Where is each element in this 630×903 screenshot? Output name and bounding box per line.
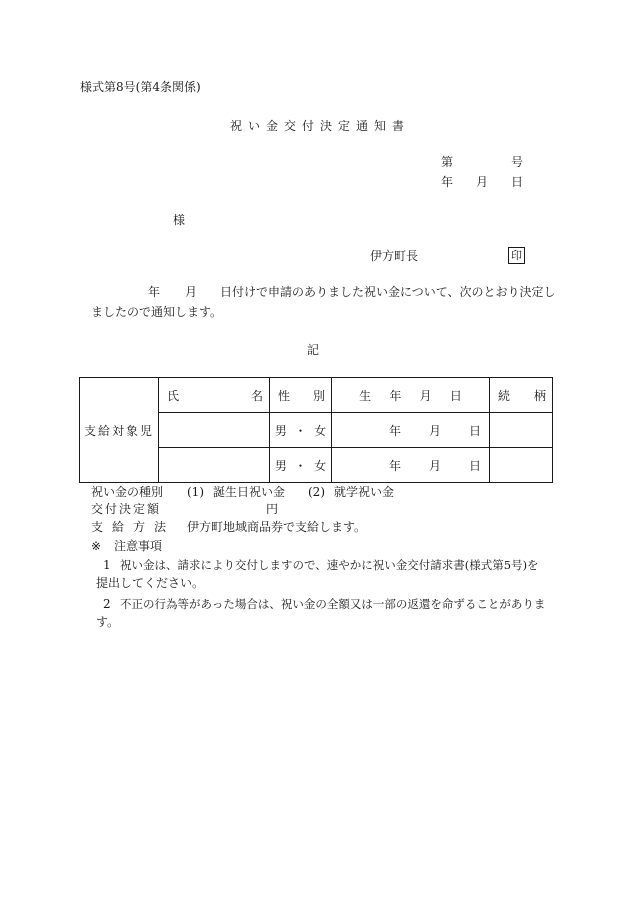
note-1-line-2: 提出してください。 <box>96 576 205 590</box>
birth-year-label: 年 <box>388 423 401 438</box>
gender-male: 男 <box>274 423 287 438</box>
header-name-b: 名 <box>250 388 263 403</box>
relation-cell <box>490 413 553 448</box>
header-birth-0: 生 <box>359 388 372 403</box>
birthdate-cell <box>332 448 490 483</box>
header-relation-a: 続 <box>498 388 511 403</box>
note-1-line-1: 祝い金は、請求により交付しますので、速やかに祝い金交付請求書(様式第5号)を <box>120 558 539 572</box>
birth-month-label: 月 <box>428 423 441 438</box>
type-label: 祝い金の種別 <box>91 485 164 499</box>
birth-month-label: 月 <box>428 458 441 473</box>
header-relation-b: 柄 <box>533 388 546 403</box>
document-title: 祝い金交付決定通知書 <box>230 119 411 133</box>
type-option-2: 就学祝い金 <box>334 485 395 499</box>
seal-mark: 印 <box>508 247 525 264</box>
gender-cell <box>270 448 332 483</box>
type-option-1: 誕生日祝い金 <box>213 485 286 499</box>
date-year-label: 年 <box>441 175 454 189</box>
date-month-label: 月 <box>476 175 489 189</box>
header-birth-3: 日 <box>449 388 462 403</box>
note-2-line-2: す。 <box>96 615 120 629</box>
birth-day-label: 日 <box>468 423 481 438</box>
type-option-2-number: (2) <box>308 485 325 499</box>
method-value: 伊方町地域商品券で支給します。 <box>187 520 367 534</box>
header-birthdate <box>332 378 490 413</box>
birth-year-label: 年 <box>388 458 401 473</box>
note-1-number: 1 <box>103 558 111 572</box>
number-prefix: 第 <box>441 155 454 169</box>
amount-label: 交付決定額 <box>91 502 162 516</box>
header-name <box>159 378 270 413</box>
header-birth-1: 年 <box>389 388 402 403</box>
body-line-2: ましたので通知します。 <box>91 305 223 319</box>
note-2-line-1: 不正の行為等があった場合は、祝い金の全額又は一部の返還を命ずることがありま <box>120 597 546 611</box>
amount-unit: 円 <box>266 502 279 516</box>
date-day-label: 日 <box>511 175 524 189</box>
header-gender-a: 性 <box>278 388 291 403</box>
birth-day-label: 日 <box>468 458 481 473</box>
gender-dot: ・ <box>294 458 307 473</box>
gender-cell <box>270 413 332 448</box>
header-birth-2: 月 <box>419 388 432 403</box>
gender-female: 女 <box>314 458 327 473</box>
target-child-table <box>79 377 553 483</box>
row-label-target-child: 支給対象児 <box>80 378 159 483</box>
form-number: 様式第8号(第4条関係) <box>80 80 201 94</box>
body-month: 月 <box>185 285 198 299</box>
header-gender-b: 別 <box>312 388 325 403</box>
note-2-number: 2 <box>103 597 111 611</box>
type-option-1-number: (1) <box>187 485 204 499</box>
ki-heading: 記 <box>307 343 320 357</box>
gender-male: 男 <box>274 458 287 473</box>
issuer-name: 伊方町長 <box>370 249 419 263</box>
gender-female: 女 <box>314 423 327 438</box>
name-cell <box>159 448 270 483</box>
notes-mark: ※ <box>91 539 102 553</box>
addressee-suffix: 様 <box>173 213 186 227</box>
birthdate-cell <box>332 413 490 448</box>
header-relation <box>490 378 553 413</box>
number-suffix: 号 <box>511 155 524 169</box>
name-cell <box>159 413 270 448</box>
method-label: 支給方法 <box>91 520 176 534</box>
header-gender <box>270 378 332 413</box>
header-name-a: 氏 <box>167 388 180 403</box>
body-year: 年 <box>148 285 161 299</box>
gender-dot: ・ <box>294 423 307 438</box>
body-line-1: 日付けで申請のありました祝い金について、次のとおり決定し <box>220 285 556 299</box>
notes-heading: 注意事項 <box>114 539 163 553</box>
relation-cell <box>490 448 553 483</box>
